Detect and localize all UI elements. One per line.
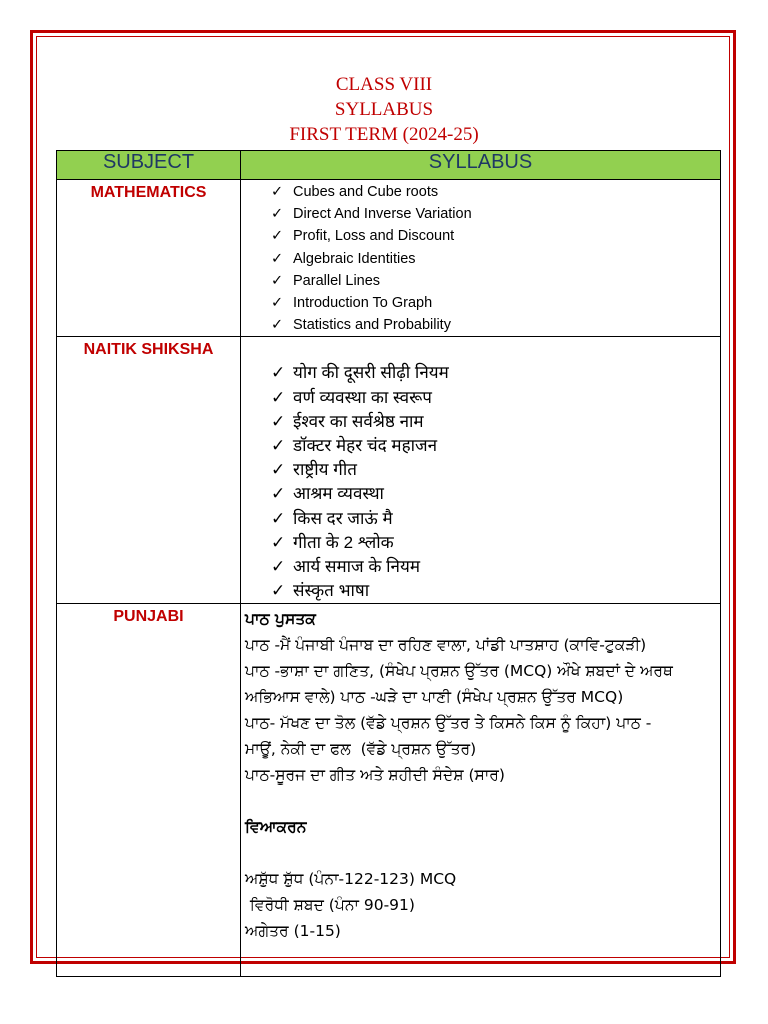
mathematics-topic-text: Statistics and Probability	[293, 317, 451, 334]
naitik-topic-item	[241, 531, 720, 555]
subject-mathematics: MATHEMATICS	[57, 180, 241, 337]
naitik-topic-item	[241, 458, 720, 482]
subject-punjabi: PUNJABI	[57, 604, 241, 977]
punjabi-lesson-line: ਪਾਠ- ਮੱਖਣ ਦਾ ਤੋਲ (ਵੱਡੇ ਪ੍ਰਸ਼ਨ ਉੱਤਰ ਤੇ ਕਿਸਨੇ ਕਿਸ ਨੂੰ ਕਿਹਾ) ਪਾਠ -	[245, 714, 652, 733]
naitik-topic-text: गीता के 2 श्लोक	[293, 532, 394, 552]
naitik-topic-text: डॉक्टर मेहर चंद महाजन	[293, 436, 438, 456]
punjabi-lesson-list	[245, 632, 720, 788]
checkmark-icon: ✓	[271, 184, 284, 200]
table-header-row	[57, 151, 721, 180]
naitik-topic-item	[241, 410, 720, 434]
checkmark-icon: ✓	[271, 411, 286, 431]
naitik-topic-item	[241, 361, 720, 385]
table-row-naitik-shiksha	[57, 337, 721, 604]
mathematics-topic-item	[241, 248, 720, 270]
checkmark-icon: ✓	[271, 436, 286, 456]
syllabus-naitik-shiksha	[241, 337, 721, 604]
mathematics-topic-text: Introduction To Graph	[293, 295, 433, 312]
checkmark-icon: ✓	[271, 228, 284, 245]
mathematics-topic-text: Cubes and Cube roots	[293, 184, 439, 200]
mathematics-topic-item	[241, 181, 720, 203]
punjabi-lesson-line: ਪਾਠ-ਸੂਰਜ ਦਾ ਗੀਤ ਅਤੇ ਸ਼ਹੀਦੀ ਸੰਦੇਸ਼ (ਸਾਰ)	[245, 766, 505, 785]
checkmark-icon: ✓	[271, 317, 284, 334]
naitik-topic-text: संस्कृत भाषा	[293, 581, 370, 601]
mathematics-topic-item	[241, 203, 720, 225]
table-row-punjabi	[57, 604, 721, 977]
naitik-topic-text: आश्रम व्यवस्था	[293, 484, 384, 504]
mathematics-topic-item	[241, 292, 720, 314]
punjabi-grammar-line: ਅਸ਼ੁੱਧ ਸ਼ੁੱਧ (ਪੰਨਾ-122-123) MCQ	[245, 870, 457, 889]
naitik-topic-text: ईश्वर का सर्वश्रेष्ठ नाम	[293, 411, 424, 431]
syllabus-punjabi	[241, 604, 721, 977]
mathematics-topic-text: Algebraic Identities	[293, 250, 416, 267]
naitik-topic-item	[241, 507, 720, 531]
checkmark-icon: ✓	[271, 508, 286, 528]
naitik-topic-list	[241, 337, 720, 603]
punjabi-grammar-line: ਵਿਰੋਧੀ ਸ਼ਬਦ (ਪੰਨਾ 90-91)	[245, 896, 415, 915]
mathematics-topic-text: Parallel Lines	[293, 272, 381, 289]
title-term: FIRST TERM (2024-25)	[289, 124, 479, 145]
naitik-topic-item	[241, 386, 720, 410]
mathematics-topic-item	[241, 270, 720, 292]
naitik-topic-text: आर्य समाज के नियम	[293, 557, 420, 577]
punjabi-lesson-line: ਅਭਿਆਸ ਵਾਲੇ) ਪਾਠ -ਘੜੇ ਦਾ ਪਾਣੀ (ਸੰਖੇਪ ਪ੍ਰਸ਼ਨ ਉੱਤਰ MCQ)	[245, 688, 624, 707]
punjabi-lesson-line: ਪਾਠ -ਮੈਂ ਪੰਜਾਬੀ ਪੰਜਾਬ ਦਾ ਰਹਿਣ ਵਾਲਾ, ਪਾਂਡੀ ਪਾਤਸ਼ਾਹ (ਕਾਵਿ-ਟੁਕੜੀ)	[245, 636, 647, 655]
naitik-topic-item	[241, 434, 720, 458]
syllabus-mathematics	[241, 180, 721, 337]
checkmark-icon: ✓	[271, 250, 284, 267]
naitik-topic-item	[241, 555, 720, 579]
checkmark-icon: ✓	[271, 557, 286, 577]
punjabi-textbook-heading: ਪਾਠ ਪੁਸਤਕ	[245, 610, 316, 629]
punjabi-grammar-list	[245, 866, 720, 944]
checkmark-icon: ✓	[271, 484, 286, 504]
naitik-topic-text: राष्ट्रीय गीत	[293, 460, 357, 480]
title-class: CLASS VIII	[335, 74, 433, 95]
naitik-topic-text: वर्ण व्यवस्था का स्वरूप	[293, 387, 432, 407]
naitik-topic-text: योग की दूसरी सीढ़ी नियम	[293, 363, 449, 383]
table-row-mathematics	[57, 180, 721, 337]
title-syllabus: SYLLABUS	[334, 99, 434, 120]
mathematics-topic-text: Profit, Loss and Discount	[293, 228, 455, 245]
mathematics-topic-item	[241, 314, 720, 336]
mathematics-topic-text: Direct And Inverse Variation	[293, 206, 472, 223]
checkmark-icon: ✓	[271, 206, 284, 223]
checkmark-icon: ✓	[271, 581, 286, 601]
mathematics-topic-item	[241, 225, 720, 247]
header-syllabus: SYLLABUS	[241, 151, 721, 180]
checkmark-icon: ✓	[271, 272, 284, 289]
punjabi-lesson-line: ਪਾਠ -ਭਾਸ਼ਾ ਦਾ ਗਣਿਤ, (ਸੰਖੇਪ ਪ੍ਰਸ਼ਨ ਉੱਤਰ (MCQ) ਔਖੇ ਸ਼ਬਦਾਂ ਦੇ ਅਰਥ	[245, 662, 673, 681]
header-subject: SUBJECT	[57, 151, 241, 180]
subject-naitik-shiksha: NAITIK SHIKSHA	[57, 337, 241, 604]
checkmark-icon: ✓	[271, 363, 286, 383]
punjabi-grammar-heading: ਵਿਆਕਰਨ	[245, 818, 307, 837]
mathematics-topic-list	[241, 180, 720, 336]
checkmark-icon: ✓	[271, 460, 286, 480]
syllabus-table	[56, 150, 721, 977]
checkmark-icon: ✓	[271, 295, 284, 312]
checkmark-icon: ✓	[271, 532, 286, 552]
punjabi-lesson-line: ਮਾਊਂ, ਨੇਕੀ ਦਾ ਫਲ (ਵੱਡੇ ਪ੍ਰਸ਼ਨ ਉੱਤਰ)	[245, 740, 477, 759]
checkmark-icon: ✓	[271, 387, 286, 407]
punjabi-grammar-line: ਅਗੇਤਰ (1-15)	[245, 922, 341, 941]
naitik-topic-item	[241, 579, 720, 603]
naitik-topic-text: किस दर जाऊं मै	[293, 508, 393, 528]
naitik-topic-item	[241, 482, 720, 506]
